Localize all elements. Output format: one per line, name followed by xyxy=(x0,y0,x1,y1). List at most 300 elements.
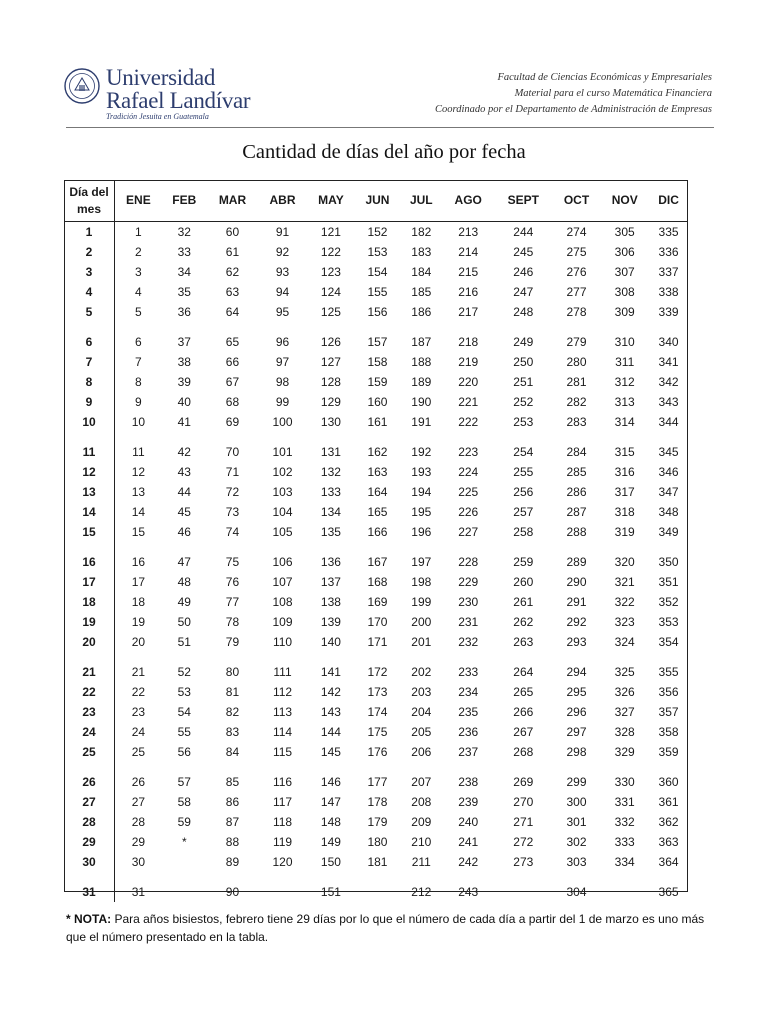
table-row xyxy=(64,792,688,812)
day-of-year-cell: 342 xyxy=(658,375,679,389)
day-of-year-cell: 171 xyxy=(367,635,388,649)
day-of-year-cell: 155 xyxy=(367,285,388,299)
table-row xyxy=(64,542,688,572)
day-of-year-cell: 146 xyxy=(320,775,341,789)
day-of-year-cell: 17 xyxy=(131,575,146,589)
day-of-year-cell: 356 xyxy=(658,685,679,699)
day-number-cell: 12 xyxy=(64,462,115,482)
day-of-year-cell: 260 xyxy=(513,575,534,589)
day-of-year-cell: 131 xyxy=(320,445,341,459)
day-of-year-cell: 311 xyxy=(615,355,635,369)
day-of-year-cell: 230 xyxy=(458,595,479,609)
day-of-year-cell: 10 xyxy=(131,415,146,429)
day-of-year-cell: 226 xyxy=(458,505,479,519)
day-of-year-cell: 7 xyxy=(135,355,142,369)
table-row xyxy=(64,502,688,522)
day-of-year-cell: 196 xyxy=(411,525,432,539)
day-of-year-cell: 287 xyxy=(566,505,587,519)
day-of-year-cell: 195 xyxy=(411,505,432,519)
day-of-year-cell: 84 xyxy=(225,745,240,759)
day-of-year-cell: 244 xyxy=(513,225,534,239)
day-of-year-cell: 305 xyxy=(614,225,635,239)
day-of-year-cell: 234 xyxy=(458,685,479,699)
day-number-cell: 6 xyxy=(64,322,115,352)
table-row xyxy=(64,812,688,832)
table-row xyxy=(64,432,688,462)
day-of-year-cell: 333 xyxy=(614,835,635,849)
day-of-year-cell: 264 xyxy=(513,665,534,679)
day-of-year-cell: 157 xyxy=(367,335,388,349)
day-of-year-cell: 222 xyxy=(458,415,479,429)
day-of-year-cell: 280 xyxy=(566,355,587,369)
day-number-cell: 30 xyxy=(64,852,115,872)
day-number-cell: 2 xyxy=(64,242,115,262)
month-header: DIC xyxy=(649,180,688,222)
table-row xyxy=(64,682,688,702)
table-row xyxy=(64,722,688,742)
day-of-year-cell: 284 xyxy=(566,445,587,459)
table-row xyxy=(64,522,688,542)
day-of-year-cell: 178 xyxy=(367,795,388,809)
day-of-year-cell: 254 xyxy=(513,445,534,459)
day-of-year-cell: 81 xyxy=(225,685,240,699)
day-of-year-cell: 144 xyxy=(320,725,341,739)
day-of-year-cell: 250 xyxy=(513,355,534,369)
day-of-year-cell: 210 xyxy=(411,835,432,849)
day-of-year-cell: 263 xyxy=(513,635,534,649)
university-name-line1: Universidad xyxy=(106,65,216,90)
day-of-year-cell: 319 xyxy=(614,525,635,539)
day-of-year-cell: 142 xyxy=(320,685,341,699)
day-of-year-cell: 40 xyxy=(177,395,191,409)
day-of-year-cell: 25 xyxy=(131,745,146,759)
day-of-year-cell: 64 xyxy=(225,305,240,319)
day-of-year-cell: 197 xyxy=(411,555,432,569)
day-of-year-cell xyxy=(494,872,553,902)
day-of-year-cell: 161 xyxy=(367,415,388,429)
day-of-year-cell: 73 xyxy=(225,505,240,519)
day-of-year-cell: 136 xyxy=(320,555,341,569)
day-of-year-cell: 166 xyxy=(367,525,388,539)
day-of-year-cell: 271 xyxy=(513,815,534,829)
day-of-year-cell: 124 xyxy=(320,285,341,299)
day-of-year-cell: 72 xyxy=(225,485,240,499)
day-of-year-cell: 120 xyxy=(272,855,293,869)
day-of-year-cell: 320 xyxy=(614,555,635,569)
day-of-year-cell: 345 xyxy=(658,445,679,459)
day-of-year-cell: 62 xyxy=(225,265,240,279)
day-of-year-cell: 169 xyxy=(367,595,388,609)
table-row xyxy=(64,302,688,322)
day-of-year-cell: * xyxy=(181,835,187,849)
day-of-year-cell: 103 xyxy=(272,485,293,499)
day-of-year-cell: 364 xyxy=(658,855,679,869)
day-of-year-cell: 310 xyxy=(614,335,635,349)
table-row xyxy=(64,352,688,372)
day-of-year-cell: 348 xyxy=(658,505,679,519)
day-of-year-cell: 65 xyxy=(225,335,240,349)
day-of-year-cell: 43 xyxy=(177,465,191,479)
table-row xyxy=(64,322,688,352)
day-of-year-cell: 209 xyxy=(411,815,432,829)
day-of-year-cell: 126 xyxy=(320,335,341,349)
table-row xyxy=(64,242,688,262)
day-of-year-cell: 177 xyxy=(367,775,388,789)
day-of-year-cell: 112 xyxy=(272,685,293,699)
day-of-year-cell: 317 xyxy=(614,485,635,499)
day-of-year-cell: 37 xyxy=(177,335,191,349)
university-seal-icon xyxy=(64,68,100,104)
day-of-year-cell xyxy=(355,872,400,902)
day-of-year-cell: 228 xyxy=(458,555,479,569)
day-of-year-cell: 67 xyxy=(225,375,240,389)
day-number-cell: 21 xyxy=(64,652,115,682)
day-of-year-cell: 101 xyxy=(272,445,293,459)
day-of-year-cell: 3 xyxy=(135,265,142,279)
university-name xyxy=(106,66,250,112)
table-row xyxy=(64,392,688,412)
day-of-year-cell: 199 xyxy=(411,595,432,609)
day-of-year-cell: 74 xyxy=(225,525,240,539)
day-of-year-cell: 239 xyxy=(458,795,479,809)
day-of-year-cell: 52 xyxy=(177,665,191,679)
day-of-year-cell: 123 xyxy=(320,265,341,279)
day-of-year-cell: 50 xyxy=(177,615,191,629)
day-of-year-cell: 34 xyxy=(177,265,191,279)
day-of-year-cell: 140 xyxy=(320,635,341,649)
day-of-year-cell: 122 xyxy=(320,245,341,259)
day-of-year-cell: 257 xyxy=(513,505,534,519)
day-of-year-cell: 232 xyxy=(458,635,479,649)
day-of-year-cell: 28 xyxy=(131,815,146,829)
day-of-year-cell: 323 xyxy=(614,615,635,629)
footnote-label: * NOTA: xyxy=(66,912,112,926)
day-of-year-cell: 273 xyxy=(513,855,534,869)
day-of-year-cell: 187 xyxy=(411,335,432,349)
table-row xyxy=(64,742,688,762)
day-number-cell: 4 xyxy=(64,282,115,302)
day-of-year-cell: 242 xyxy=(458,855,479,869)
day-of-year-cell: 279 xyxy=(566,335,587,349)
day-of-year-cell: 184 xyxy=(411,265,432,279)
day-of-year-cell: 83 xyxy=(225,725,240,739)
day-of-year-cell: 47 xyxy=(177,555,191,569)
day-of-year-cell: 121 xyxy=(320,225,341,239)
table-row xyxy=(64,632,688,652)
month-header: OCT xyxy=(553,180,601,222)
day-number-cell: 17 xyxy=(64,572,115,592)
day-of-year-cell: 308 xyxy=(614,285,635,299)
day-of-year-cell: 90 xyxy=(225,885,240,899)
day-of-year-cell: 13 xyxy=(131,485,146,499)
day-of-year-cell: 127 xyxy=(320,355,341,369)
day-of-year-cell: 180 xyxy=(367,835,388,849)
month-header: MAR xyxy=(207,180,258,222)
faculty-info xyxy=(435,70,712,118)
day-of-year-cell: 295 xyxy=(566,685,587,699)
day-of-year-cell: 274 xyxy=(566,225,587,239)
month-header: JUL xyxy=(400,180,443,222)
page-header xyxy=(62,64,712,126)
day-of-year-cell: 259 xyxy=(513,555,534,569)
day-of-year-cell: 208 xyxy=(411,795,432,809)
day-of-year-cell: 87 xyxy=(225,815,240,829)
day-of-year-cell: 32 xyxy=(177,225,191,239)
header-divider xyxy=(66,127,714,128)
page-title: Cantidad de días del año por fecha xyxy=(242,141,526,163)
day-of-year-cell: 93 xyxy=(275,265,290,279)
day-of-year-cell: 200 xyxy=(411,615,432,629)
day-of-year-cell: 156 xyxy=(367,305,388,319)
day-of-year-cell: 201 xyxy=(411,635,432,649)
day-of-year-cell: 256 xyxy=(513,485,534,499)
day-of-year-cell: 181 xyxy=(367,855,388,869)
day-of-year-cell: 29 xyxy=(131,835,146,849)
month-header: ABR xyxy=(258,180,307,222)
day-of-year-cell: 152 xyxy=(367,225,388,239)
day-of-year-cell: 78 xyxy=(225,615,240,629)
day-of-year-cell: 105 xyxy=(272,525,293,539)
day-of-year-cell: 325 xyxy=(614,665,635,679)
day-of-year-cell: 23 xyxy=(131,705,146,719)
day-of-year-cell: 36 xyxy=(177,305,191,319)
day-of-year-cell: 71 xyxy=(225,465,240,479)
table-row xyxy=(64,762,688,792)
table-row xyxy=(64,222,688,243)
university-tagline: Tradición Jesuita en Guatemala xyxy=(106,112,209,121)
day-of-year-cell xyxy=(258,872,307,902)
day-of-year-cell: 289 xyxy=(566,555,587,569)
day-of-year-cell: 352 xyxy=(658,595,679,609)
day-number-cell: 14 xyxy=(64,502,115,522)
day-number-cell: 18 xyxy=(64,592,115,612)
day-of-year-cell xyxy=(600,872,649,902)
day-of-year-cell: 147 xyxy=(320,795,341,809)
day-of-year-cell: 299 xyxy=(566,775,587,789)
day-of-year-cell: 95 xyxy=(275,305,290,319)
day-of-year-cell: 104 xyxy=(272,505,293,519)
day-of-year-cell: 215 xyxy=(458,265,479,279)
month-header: SEPT xyxy=(494,180,553,222)
day-of-year-cell: 353 xyxy=(658,615,679,629)
day-of-year-cell: 151 xyxy=(320,885,341,899)
day-of-year-cell: 357 xyxy=(658,705,679,719)
day-of-year-cell: 293 xyxy=(566,635,587,649)
month-header: MAY xyxy=(307,180,355,222)
day-of-year-cell: 337 xyxy=(658,265,679,279)
day-of-year-cell: 296 xyxy=(566,705,587,719)
day-of-year-cell: 282 xyxy=(566,395,587,409)
day-of-year-cell: 63 xyxy=(225,285,240,299)
day-of-year-cell: 70 xyxy=(225,445,240,459)
day-number-cell: 25 xyxy=(64,742,115,762)
day-of-year-cell: 56 xyxy=(177,745,191,759)
day-of-year-cell: 80 xyxy=(225,665,240,679)
day-of-year-cell: 6 xyxy=(135,335,142,349)
day-of-year-cell: 324 xyxy=(614,635,635,649)
day-of-year-cell: 58 xyxy=(177,795,191,809)
day-of-year-cell: 354 xyxy=(658,635,679,649)
day-of-year-cell: 60 xyxy=(225,225,240,239)
day-of-year-cell: 245 xyxy=(513,245,534,259)
day-of-year-cell: 212 xyxy=(411,885,432,899)
day-of-year-cell: 139 xyxy=(320,615,341,629)
day-of-year-cell: 290 xyxy=(566,575,587,589)
day-of-year-table xyxy=(64,180,688,902)
day-of-year-cell: 11 xyxy=(132,445,145,459)
day-of-year-cell: 223 xyxy=(458,445,479,459)
day-of-year-cell: 21 xyxy=(131,665,146,679)
day-of-year-cell: 48 xyxy=(177,575,191,589)
day-of-year-cell: 102 xyxy=(272,465,293,479)
footnote xyxy=(66,910,716,946)
day-of-year-cell: 229 xyxy=(458,575,479,589)
day-of-year-cell: 207 xyxy=(411,775,432,789)
month-header: ENE xyxy=(115,180,162,222)
day-of-year-cell: 321 xyxy=(614,575,635,589)
day-of-year-cell: 341 xyxy=(658,355,679,369)
faculty-line: Facultad de Ciencias Económicas y Empresariales xyxy=(497,72,712,83)
day-of-year-cell: 233 xyxy=(458,665,479,679)
day-of-year-cell: 39 xyxy=(177,375,191,389)
day-of-year-cell: 4 xyxy=(135,285,142,299)
day-of-year-cell: 302 xyxy=(566,835,587,849)
day-of-year-cell: 113 xyxy=(272,705,293,719)
day-of-year-cell: 46 xyxy=(177,525,191,539)
day-of-year-cell: 361 xyxy=(658,795,679,809)
day-of-year-cell: 330 xyxy=(614,775,635,789)
day-of-year-cell: 162 xyxy=(367,445,388,459)
course-line: Material para el curso Matemática Financiera xyxy=(514,88,712,99)
day-of-year-cell: 125 xyxy=(320,305,341,319)
day-of-year-cell: 252 xyxy=(513,395,534,409)
day-number-cell: 9 xyxy=(64,392,115,412)
day-of-year-cell: 96 xyxy=(275,335,290,349)
day-of-year-cell: 128 xyxy=(320,375,341,389)
day-of-year-cell: 165 xyxy=(367,505,388,519)
day-number-cell: 11 xyxy=(64,432,115,462)
day-of-year-cell: 328 xyxy=(614,725,635,739)
day-of-year-cell: 133 xyxy=(320,485,341,499)
day-of-year-cell: 53 xyxy=(177,685,191,699)
day-of-year-cell: 191 xyxy=(411,415,432,429)
day-of-year-cell: 251 xyxy=(513,375,534,389)
day-of-year-cell: 33 xyxy=(177,245,191,259)
day-of-year-cell: 179 xyxy=(367,815,388,829)
day-of-year-cell xyxy=(162,872,207,902)
day-of-year-cell: 5 xyxy=(135,305,142,319)
day-of-year-cell: 35 xyxy=(177,285,191,299)
day-of-year-cell: 231 xyxy=(458,615,479,629)
day-of-year-cell: 141 xyxy=(320,665,341,679)
day-of-year-cell: 365 xyxy=(658,885,679,899)
day-of-year-cell: 186 xyxy=(411,305,432,319)
day-of-year-cell: 115 xyxy=(272,745,293,759)
day-of-year-cell: 92 xyxy=(275,245,290,259)
day-of-year-cell: 20 xyxy=(131,635,146,649)
day-of-year-cell: 363 xyxy=(658,835,679,849)
day-number-cell: 19 xyxy=(64,612,115,632)
day-of-year-cell: 143 xyxy=(320,705,341,719)
day-of-year-cell: 240 xyxy=(458,815,479,829)
day-of-year-cell: 219 xyxy=(458,355,479,369)
day-of-year-cell: 340 xyxy=(658,335,679,349)
day-number-cell: 27 xyxy=(64,792,115,812)
day-of-year-cell: 248 xyxy=(513,305,534,319)
day-of-year-cell: 158 xyxy=(367,355,388,369)
day-of-year-cell: 12 xyxy=(131,465,146,479)
day-of-year-cell: 82 xyxy=(225,705,240,719)
table-row xyxy=(64,652,688,682)
day-of-year-cell: 185 xyxy=(411,285,432,299)
day-of-year-cell: 183 xyxy=(411,245,432,259)
university-name-line2: Rafael Landívar xyxy=(106,88,251,113)
day-of-year-cell: 61 xyxy=(225,245,240,259)
day-number-cell: 15 xyxy=(64,522,115,542)
table-row xyxy=(64,852,688,872)
day-of-year-cell: 76 xyxy=(225,575,240,589)
day-of-year-cell: 316 xyxy=(614,465,635,479)
day-of-year-cell: 241 xyxy=(458,835,479,849)
day-of-year-cell: 206 xyxy=(411,745,432,759)
day-of-year-cell: 153 xyxy=(367,245,388,259)
day-of-year-cell: 344 xyxy=(658,415,679,429)
day-of-year-cell: 301 xyxy=(566,815,587,829)
day-of-year-cell: 243 xyxy=(458,885,479,899)
day-of-year-cell: 85 xyxy=(225,775,240,789)
day-of-year-cell: 315 xyxy=(614,445,635,459)
day-of-year-cell: 331 xyxy=(614,795,635,809)
table-row xyxy=(64,412,688,432)
day-of-year-cell: 91 xyxy=(275,225,290,239)
day-of-year-cell: 312 xyxy=(614,375,635,389)
day-of-year-cell: 94 xyxy=(275,285,290,299)
day-of-year-cell: 306 xyxy=(614,245,635,259)
table-row xyxy=(64,372,688,392)
day-of-year-cell: 24 xyxy=(131,725,146,739)
day-of-year-cell: 15 xyxy=(131,525,146,539)
day-of-year-cell: 351 xyxy=(658,575,679,589)
day-number-cell: 23 xyxy=(64,702,115,722)
day-of-year-cell: 75 xyxy=(225,555,240,569)
day-of-year-cell: 258 xyxy=(513,525,534,539)
day-of-year-cell: 194 xyxy=(411,485,432,499)
day-of-year-cell: 213 xyxy=(458,225,479,239)
day-number-cell: 31 xyxy=(64,872,115,902)
day-of-year-cell: 202 xyxy=(411,665,432,679)
day-of-year-cell: 59 xyxy=(177,815,191,829)
day-of-year-cell: 19 xyxy=(131,615,146,629)
day-of-year-cell: 98 xyxy=(275,375,290,389)
day-of-year-cell: 30 xyxy=(131,855,146,869)
day-of-year-cell: 27 xyxy=(131,795,146,809)
day-of-year-cell: 190 xyxy=(411,395,432,409)
day-of-year-cell: 272 xyxy=(513,835,534,849)
day-of-year-cell: 168 xyxy=(367,575,388,589)
day-of-year-cell: 111 xyxy=(273,665,292,679)
day-of-year-cell: 198 xyxy=(411,575,432,589)
day-of-year-cell: 255 xyxy=(513,465,534,479)
day-of-year-cell: 182 xyxy=(411,225,432,239)
day-of-year-cell: 79 xyxy=(225,635,240,649)
day-of-year-cell: 38 xyxy=(177,355,191,369)
day-of-year-cell: 313 xyxy=(614,395,635,409)
day-of-year-cell: 108 xyxy=(272,595,293,609)
day-of-year-cell: 1 xyxy=(135,225,142,239)
day-of-year-cell: 225 xyxy=(458,485,479,499)
day-number-cell: 29 xyxy=(64,832,115,852)
day-of-year-cell: 216 xyxy=(458,285,479,299)
